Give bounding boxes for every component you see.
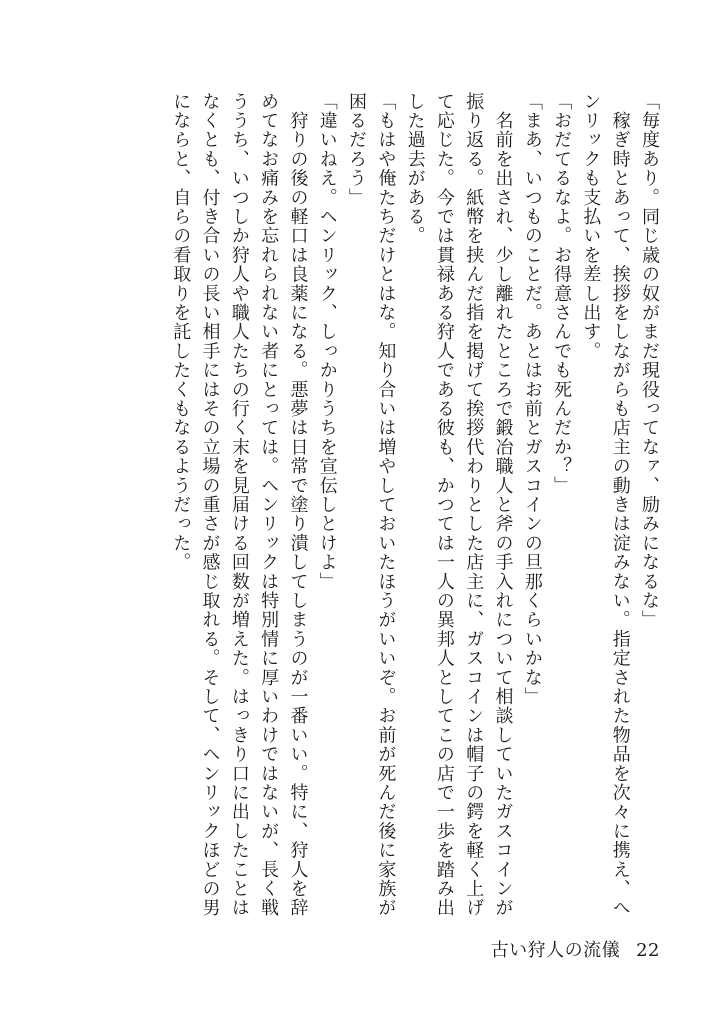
text-line: 「違いねえ。ヘンリック、しっかりうちを宣伝しとけよ」: [316, 92, 338, 592]
text-line: 「まあ、いつものことだ。あとはお前とガスコインの旦那くらいかな」: [521, 92, 543, 707]
text-line: 名前を出され、少し離れたところで鍛冶職人と斧の手入れについて相談していたガスコインが: [492, 92, 514, 918]
text-line: 稼ぎ時とあって、挨拶をしながらも店主の動きは淀みない。指定された物品を次々に携え、へ: [609, 92, 631, 918]
running-title: 古い狩人の流儀: [490, 940, 621, 961]
text-line: ンリックも支払いを差し出す。: [580, 92, 602, 361]
page-number: 22: [636, 940, 660, 961]
text-line: 「もはや俺たちだけとはな。知り合いは増やしておいたほうがいいぞ。お前が死んだ後に家族が: [375, 92, 397, 918]
text-line: なくとも、付き合いの長い相手にはその立場の重さが感じ取れる。そして、ヘンリックほどの男: [199, 92, 221, 918]
text-line: にならと、自らの看取りを託したくもなるようだった。: [170, 92, 192, 572]
text-line: 狩りの後の軽口は良薬になる。悪夢は日常で塗り潰してしまうのが一番いい。特に、狩人を辞: [287, 92, 309, 918]
text-line: て応じた。今では貫禄ある狩人である彼も、かつては一人の異邦人としてこの店で一歩を踏み出: [433, 92, 455, 918]
text-line: 「毎度あり。同じ歳の奴がまだ現役ってなァ、励みになるな」: [639, 92, 660, 630]
text-line: 「おだてるなよ。お得意さんでも死んだか？」: [551, 92, 573, 496]
text-line: めてなお痛みを忘れられない者にとっては。ヘンリックは特別情に厚いわけではないが、長く戦: [258, 92, 280, 918]
page-footer: [491, 936, 660, 962]
text-line: 振り返る。紙幣を挟んだ指を掲げて挨拶代わりとした店主に、ガスコインは帽子の鍔を軽く上げ: [463, 92, 485, 918]
text-line: した過去がある。: [404, 92, 426, 246]
text-line: ううち、いつしか狩人や職人たちの行く末を見届ける回数が増えた。はっきり口に出したことは: [228, 92, 250, 918]
body-text: [166, 92, 664, 918]
text-line: 困るだろう」: [346, 92, 368, 208]
